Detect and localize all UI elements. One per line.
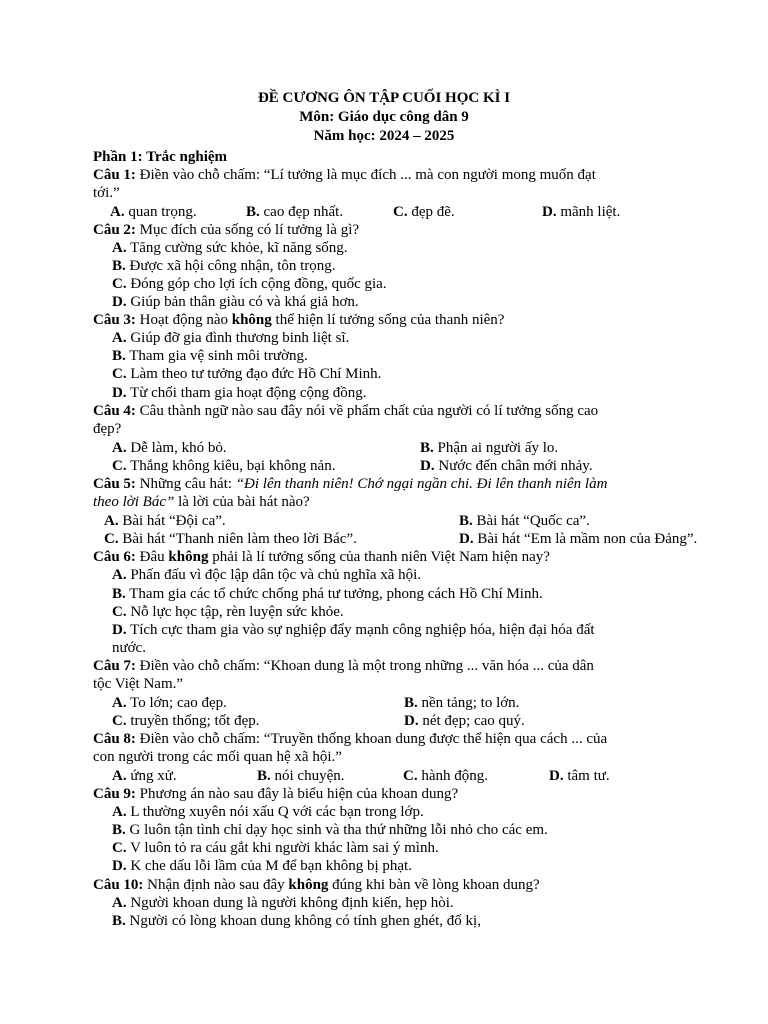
question-text: Điền vào chỗ chấm: “Truyền thống khoan dung được thể hiện qua cách ... của [135,731,608,747]
q6-option-a [112,566,421,584]
question-text: Hoạt động nào [135,312,232,328]
question-6 [93,548,550,566]
emphasis-word: không [231,312,272,328]
option-key: D. [112,622,127,638]
option-text: Người khoan dung là người không định kiến, hẹp hòi. [126,895,454,911]
q9-option-b [112,821,548,839]
q4-option-c [112,457,335,475]
option-text: mãnh liệt. [556,204,621,220]
question-text: đúng khi bàn về lòng khoan dung? [328,877,540,893]
option-key: D. [549,768,564,784]
option-text: Nước đến chân mới nhảy. [434,458,593,474]
option-key: C. [112,604,127,620]
question-3 [93,311,504,329]
option-text: đẹp đẽ. [407,204,455,220]
q1-option-d [542,203,620,221]
option-text: Tích cực tham gia vào sự nghiệp đẩy mạnh công nghiệp hóa, hiện đại hóa đất [126,622,595,638]
option-text: G luôn tận tình chỉ dạy học sinh và tha thứ những lỗi nhỏ cho các em. [125,822,548,838]
option-key: A. [112,330,127,346]
question-number: Câu 3: [93,312,136,328]
option-key: B. [420,440,434,456]
question-10 [93,876,540,894]
q9-option-c [112,839,439,857]
question-text: thể hiện lí tưởng sống của thanh niên? [271,312,505,328]
option-key: B. [112,258,126,274]
option-key: A. [112,768,127,784]
option-key: B. [112,348,126,364]
question-number: Câu 2: [93,222,136,238]
question-1-continued: tới.” [93,185,120,201]
option-text: Người có lòng khoan dung không có tính ghen ghét, đố kị, [125,913,481,929]
q3-option-a [112,329,349,347]
option-text: V luôn tỏ ra cáu gắt khi người khác làm sai ý mình. [126,840,439,856]
q8-option-c [403,767,488,785]
option-text: truyền thống; tốt đẹp. [126,713,260,729]
option-text: quan trọng. [124,204,197,220]
option-key: B. [459,513,473,529]
option-text: nói chuyện. [270,768,345,784]
option-key: B. [112,586,126,602]
option-key: A. [112,440,127,456]
q1-option-a [110,203,197,221]
q3-option-b [112,347,308,365]
emphasis-word: không [168,549,209,565]
option-key: D. [420,458,435,474]
q7-option-b [404,694,519,712]
q3-option-c [112,365,381,383]
option-text: K che dấu lỗi lầm của M để bạn không bị phạt. [126,858,412,874]
option-text: Bài hát “Đội ca”. [118,513,226,529]
q2-option-c [112,275,387,293]
q6-option-d-continued: nước. [112,640,146,656]
question-number: Câu 7: [93,658,136,674]
option-text: Giúp bản thân giàu có và khá giả hơn. [126,294,359,310]
option-key: C. [104,531,119,547]
song-lyrics: theo lời Bác” [93,494,175,510]
option-text: cao đẹp nhất. [259,204,344,220]
question-text: Điền vào chỗ chấm: “Khoan dung là một trong những ... văn hóa ... của dân [135,658,594,674]
question-7-continued: tộc Việt Nam.” [93,676,184,692]
q9-option-d [112,857,412,875]
section-label: Phần 1: Trắc nghiệm [93,149,228,165]
option-text: Từ chối tham gia hoạt động cộng đồng. [126,385,367,401]
section-heading [93,148,227,166]
option-key: D. [112,385,127,401]
option-key: A. [112,240,127,256]
question-4-continued: đẹp? [93,421,122,437]
question-text: Đâu [135,549,169,565]
option-text: hành động. [417,768,489,784]
q5-option-d [459,530,697,548]
option-key: C. [393,204,408,220]
q7-option-d [404,712,525,730]
question-number: Câu 9: [93,786,136,802]
option-key: A. [104,513,119,529]
option-text: Phận ai người ấy lo. [433,440,559,456]
q7-option-a [112,694,227,712]
option-key: A. [112,695,127,711]
option-key: C. [112,366,127,382]
option-key: A. [112,567,127,583]
option-key: D. [112,858,127,874]
option-text: Thắng không kiêu, bại không nản. [126,458,336,474]
option-key: D. [404,713,419,729]
question-5-continued [93,493,310,511]
q8-option-d [549,767,610,785]
option-text: Bài hát “Thanh niên làm theo lời Bác”. [118,531,357,547]
q8-option-b [257,767,345,785]
option-key: A. [110,204,125,220]
option-text: Dễ làm, khó bỏ. [126,440,227,456]
question-2 [93,221,359,239]
question-text: Nhận định nào sau đây [143,877,289,893]
q10-option-b [112,912,481,930]
question-text: Những câu hát: [135,476,236,492]
question-text: Điền vào chỗ chấm: “Lí tưởng là mục đích ... mà con người mong muốn đạt [135,167,596,183]
option-key: B. [112,913,126,929]
option-key: B. [404,695,418,711]
question-number: Câu 4: [93,403,136,419]
q9-option-a [112,803,424,821]
option-text: nét đẹp; cao quý. [418,713,525,729]
question-number: Câu 1: [93,167,136,183]
option-text: Tăng cường sức khỏe, kĩ năng sống. [126,240,348,256]
question-text: Phương án nào sau đây là biểu hiện của khoan dung? [135,786,459,802]
q8-option-a [112,767,177,785]
song-lyrics: “Đi lên thanh niên! Chớ ngại ngần chi. Đi lên thanh niên làm [235,476,608,492]
option-key: B. [112,822,126,838]
q2-option-b [112,257,336,275]
question-8-continued: con người trong các mối quan hệ xã hội.” [93,749,342,765]
question-1 [93,166,596,184]
option-key: C. [112,713,127,729]
q6-option-b [112,585,543,603]
option-key: D. [459,531,474,547]
emphasis-word: không [288,877,329,893]
option-key: B. [257,768,271,784]
question-5 [93,475,607,493]
option-text: Giúp đỡ gia đình thương binh liệt sĩ. [126,330,350,346]
option-key: D. [542,204,557,220]
q7-option-c [112,712,260,730]
option-key: C. [112,458,127,474]
option-text: Tham gia vệ sinh môi trường. [125,348,308,364]
option-text: Làm theo tư tưởng đạo đức Hồ Chí Minh. [126,366,382,382]
option-key: C. [403,768,418,784]
option-text: Được xã hội công nhận, tôn trọng. [125,258,336,274]
q5-option-a [104,512,226,530]
question-text: Mục đích của sống có lí tưởng là gì? [135,222,360,238]
question-7 [93,657,594,675]
question-text: Câu thành ngữ nào sau đây nói về phẩm chất của người có lí tưởng sống cao [135,403,599,419]
q5-option-b [459,512,590,530]
q1-option-c [393,203,455,221]
q6-option-c [112,603,344,621]
option-key: D. [112,294,127,310]
q2-option-d [112,293,359,311]
q2-option-a [112,239,348,257]
option-text: Nỗ lực học tập, rèn luyện sức khỏe. [126,604,344,620]
q4-option-d [420,457,593,475]
option-text: ứng xử. [126,768,177,784]
option-key: C. [112,276,127,292]
q4-option-b [420,439,558,457]
document-title: ĐỀ CƯƠNG ÔN TẬP CUỐI HỌC KÌ I [257,90,511,106]
option-key: C. [112,840,127,856]
option-text: Bài hát “Em là mầm non của Đảng”. [473,531,698,547]
option-text: Phấn đấu vì độc lập dân tộc và chủ nghĩa xã hội. [126,567,422,583]
question-9 [93,785,458,803]
option-key: B. [246,204,260,220]
q5-option-c [104,530,357,548]
question-4 [93,402,598,420]
q4-option-a [112,439,227,457]
question-text: là lời của bài hát nào? [174,494,310,510]
option-text: To lớn; cao đẹp. [126,695,227,711]
question-8 [93,730,607,748]
question-number: Câu 10: [93,877,144,893]
question-number: Câu 5: [93,476,136,492]
question-number: Câu 6: [93,549,136,565]
q6-option-d [112,621,595,639]
q3-option-d [112,384,367,402]
question-text: phải là lí tưởng sống của thanh niên Việt Nam hiện nay? [208,549,550,565]
option-key: A. [112,804,127,820]
option-text: Bài hát “Quốc ca”. [472,513,590,529]
school-year-line: Năm học: 2024 – 2025 [313,128,455,144]
option-text: tâm tư. [563,768,610,784]
subject-line: Môn: Giáo dục công dân 9 [299,109,469,125]
option-text: nền tảng; to lớn. [417,695,520,711]
q10-option-a [112,894,454,912]
option-key: A. [112,895,127,911]
question-number: Câu 8: [93,731,136,747]
option-text: Đóng góp cho lợi ích cộng đồng, quốc gia. [126,276,387,292]
option-text: Tham gia các tổ chức chống phá tư tưởng, phong cách Hồ Chí Minh. [125,586,543,602]
q1-option-b [246,203,343,221]
option-text: L thường xuyên nói xấu Q với các bạn trong lớp. [126,804,424,820]
